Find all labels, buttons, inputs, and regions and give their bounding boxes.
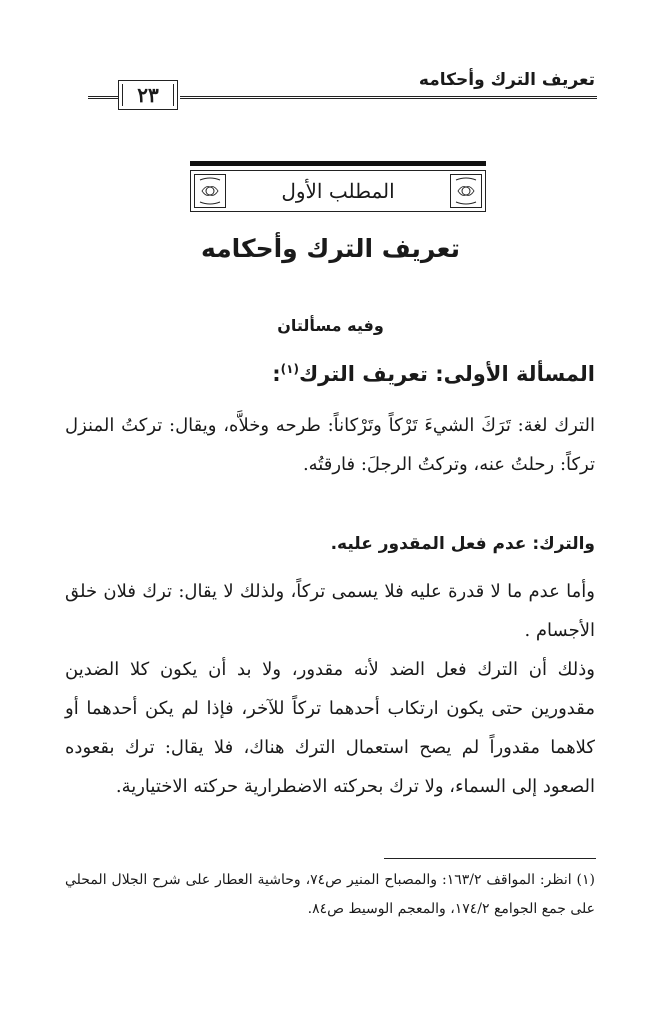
running-title: تعريف الترك وأحكامه (418, 70, 595, 90)
page-number-box (118, 80, 178, 110)
section-banner (190, 170, 486, 212)
footnote-ref: (١) (280, 362, 299, 376)
paragraph-explanation: وذلك أن الترك فعل الضد لأنه مقدور، ولا بد أن يكون كلا الضدين مقدورين حتى يكون ارتكاب أحدهما تركاً للآخر، فإذا لم يكن أحدهما أو كلاهما مقدوراً لم يصح استعمال الترك هناك، فلا يقال: ترك بقعوده الصعود إلى السماء، ولا ترك بحركته الاضطرارية حركته الاختيارية. (65, 659, 595, 797)
paragraph-language-definition: الترك لغة: تَرَكَ الشيءَ تَرْكاً وتَرْكاناً: طرحه وخلاَّه، ويقال: تركتُ المنزل تركاً: رحلتُ عنه، وتركتُ الرجلَ: فارقتُه. (65, 415, 595, 475)
footnote: (١) انظر: المواقف ١٦٣/٢: والمصباح المنير ص٧٤، وحاشية العطار على شرح الجلال المحلي على جمع الجوامع ١٧٤/٢، والمعجم الوسيط ص٨٤. (65, 872, 595, 917)
footnote-rule (384, 858, 596, 859)
section-title: المطلب الأول (281, 179, 395, 203)
paragraph-non-ability: وأما عدم ما لا قدرة عليه فلا يسمى تركاً، ولذلك لا يقال: ترك فلان خلق الأجسام . (65, 581, 595, 641)
chapter-title: تعريف الترك وأحكامه (201, 234, 460, 263)
chapter-subtitle: وفيه مسألتان (277, 316, 384, 335)
ornament-left-svg (197, 176, 223, 206)
issue-heading-text: المسألة الأولى: تعريف الترك (298, 362, 595, 386)
header-rule-left (88, 96, 118, 99)
ornament-right-svg (453, 176, 479, 206)
header-rule (180, 96, 597, 99)
ornament-left-icon (194, 174, 226, 208)
issue-heading (272, 362, 595, 386)
page-number: ٢٣ (137, 83, 159, 107)
ornament-right-icon (450, 174, 482, 208)
banner-top-bar (190, 161, 486, 166)
paragraph-term-definition: والترك: عدم فعل المقدور عليه. (330, 534, 595, 554)
issue-heading-colon: : (272, 362, 281, 386)
